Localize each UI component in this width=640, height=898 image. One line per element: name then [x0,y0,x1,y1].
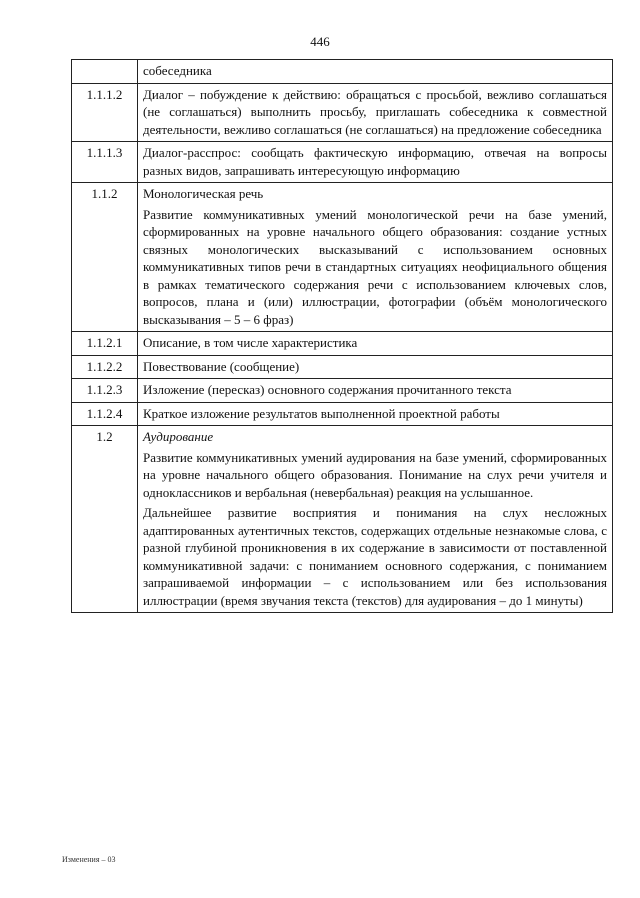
row-code: 1.1.2.4 [72,402,138,426]
row-code: 1.1.2.2 [72,355,138,379]
table-row [72,83,613,142]
table-row [72,183,613,332]
row-text: Повествование (сообщение) [138,355,613,379]
page-number: 446 [310,34,330,49]
table-row [72,379,613,403]
row-section [138,183,613,332]
section-paragraph: Дальнейшее развитие восприятия и понимания на слух несложных адаптированных аутентичных текстов, содержащих отдельные незнакомые слова, с разной глубиной проникновения в их содержание в зависимости от поставленной коммуникативной задачи: с пониманием основного содержания, с пониманием запрашиваемой информации – с использованием или без использования иллюстрации (время звучания текста (текстов) для аудирования – до 1 минуты) [143,505,607,608]
row-text: Краткое изложение результатов выполненной проектной работы [138,402,613,426]
row-text: Диалог-расспрос: сообщать фактическую информацию, отвечая на вопросы разных видов, запрашивать интересующую информацию [138,142,613,183]
footer-revision: Изменения – 03 [62,855,116,864]
table-row [72,60,613,84]
table-row [72,402,613,426]
row-code: 1.1.1.3 [72,142,138,183]
table-row [72,355,613,379]
section-heading: Монологическая речь [143,186,264,201]
row-text: собеседника [138,60,613,84]
row-text: Описание, в том числе характеристика [138,332,613,356]
table-row [72,332,613,356]
table-row [72,426,613,613]
table-row [72,142,613,183]
content-table [71,59,613,613]
row-code: 1.2 [72,426,138,613]
row-section [138,426,613,613]
row-text: Диалог – побуждение к действию: обращаться с просьбой, вежливо соглашаться (не соглашаться) выполнить просьбу, приглашать собеседника к совместной деятельности, вежливо соглашаться (не соглашаться) на предложение собеседника [138,83,613,142]
row-code: 1.1.1.2 [72,83,138,142]
row-code [72,60,138,84]
row-code: 1.1.2 [72,183,138,332]
section-paragraph: Развитие коммуникативных умений монологической речи на базе умений, сформированных на уровне начального общего образования: создание устных связных монологических высказываний с использованием основных коммуникативных типов речи в стандартных ситуациях неофициального общения в рамках тематического содержания речи с использованием ключевых слов, вопросов, плана и (или) иллюстрации, фотографии (объём монологического высказывания – 5 – 6 фраз) [143,206,607,327]
section-paragraph: Развитие коммуникативных умений аудирования на базе умений, сформированных на уровне начального общего образования. Понимание на слух речи учителя и одноклассников и вербальная (невербальная) реакция на услышанное. [143,449,607,500]
row-text: Изложение (пересказ) основного содержания прочитанного текста [138,379,613,403]
row-code: 1.1.2.3 [72,379,138,403]
section-heading: Аудирование [143,429,214,444]
row-code: 1.1.2.1 [72,332,138,356]
